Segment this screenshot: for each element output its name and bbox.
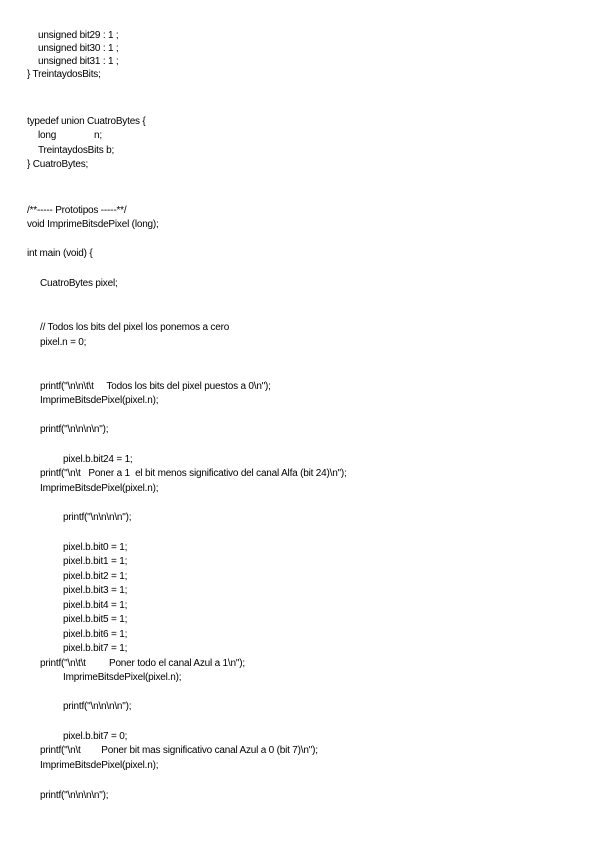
code-line: pixel.b.bit24 = 1; (63, 454, 133, 465)
code-line: ImprimeBitsdePixel(pixel.n); (63, 672, 182, 683)
code-line: ImprimeBitsdePixel(pixel.n); (40, 483, 159, 494)
code-line: pixel.b.bit1 = 1; (63, 556, 128, 567)
code-line: pixel.b.bit2 = 1; (63, 571, 128, 582)
code-line: printf("\n\t Poner a 1 el bit menos significativo del canal Alfa (bit 24)\n"); (40, 468, 347, 479)
code-line: printf("\n\n\n\n"); (63, 512, 132, 523)
code-line: pixel.b.bit7 = 0; (63, 731, 128, 742)
code-line: unsigned bit31 : 1 ; (38, 56, 119, 67)
code-line: void ImprimeBitsdePixel (long); (27, 219, 159, 230)
code-line: } TreintaydosBits; (27, 69, 101, 80)
code-line: printf("\n\t Poner bit mas significativo canal Azul a 0 (bit 7)\n"); (40, 745, 318, 756)
code-line: printf("\n\t\t Poner todo el canal Azul a 1\n"); (40, 658, 245, 669)
code-line: } CuatroBytes; (27, 159, 89, 170)
code-line: printf("\n\n\n\n"); (40, 790, 109, 801)
code-line: TreintaydosBits b; (38, 145, 115, 156)
code-line: int main (void) { (27, 248, 93, 259)
code-line: // Todos los bits del pixel los ponemos a cero (40, 322, 230, 333)
code-line: unsigned bit29 : 1 ; (38, 30, 119, 41)
code-line: printf("\n\n\t\t Todos los bits del pixel puestos a 0\n"); (40, 381, 271, 392)
code-line: pixel.n = 0; (40, 337, 87, 348)
code-line: CuatroBytes pixel; (40, 278, 118, 289)
code-line: ImprimeBitsdePixel(pixel.n); (40, 395, 159, 406)
code-line: ImprimeBitsdePixel(pixel.n); (40, 760, 159, 771)
code-line: printf("\n\n\n\n"); (63, 701, 132, 712)
code-line: unsigned bit30 : 1 ; (38, 43, 119, 54)
code-line: /**----- Prototipos -----**/ (27, 205, 127, 216)
code-line: n; (94, 130, 102, 141)
code-line: typedef union CuatroBytes { (27, 116, 146, 127)
code-line: pixel.b.bit0 = 1; (63, 542, 128, 553)
code-line: pixel.b.bit3 = 1; (63, 585, 128, 596)
code-line: pixel.b.bit7 = 1; (63, 643, 128, 654)
code-line: pixel.b.bit5 = 1; (63, 614, 128, 625)
code-line: pixel.b.bit6 = 1; (63, 629, 128, 640)
code-line: printf("\n\n\n\n"); (40, 424, 109, 435)
code-line: pixel.b.bit4 = 1; (63, 600, 128, 611)
code-line: long (38, 130, 57, 141)
